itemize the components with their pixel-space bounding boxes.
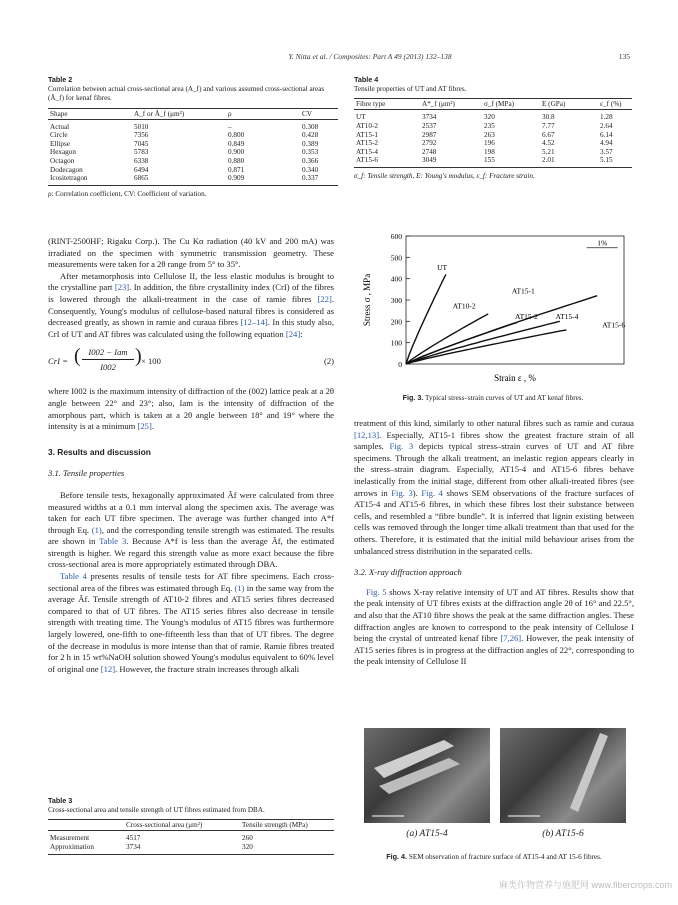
table-cell: Octagon <box>50 156 75 165</box>
table-3-grid <box>48 819 334 851</box>
table-row <box>354 156 632 165</box>
table-4-footnote: σ_f: Tensile strength, E: Young's modulus, ε_f: Fracture strain. <box>354 171 535 180</box>
table-cell: 6.14 <box>600 130 613 139</box>
paragraph: (RINT-2500HF; Rigaku Corp.). The Cu Kα radiation (40 kV and 200 mA) was irradiated on the specimen with symmetric transmission geometry. These measurements were taken for a 2θ range from 5° to 35°. <box>48 236 334 270</box>
table-cell: 0.909 <box>228 174 245 183</box>
equation-2: CrI = ( I002 − Iam I002 ) × 100 (2) <box>48 345 334 373</box>
table-cell: 3.57 <box>600 147 613 156</box>
series-label: AT15-2 <box>515 312 538 322</box>
table-cell: UT <box>356 113 366 122</box>
table-4-label: Table 4 <box>354 75 379 84</box>
table-cell: Circle <box>50 131 68 140</box>
series-line-at10-2 <box>406 314 488 364</box>
table-cell: 3734 <box>422 113 437 122</box>
table-2 <box>48 75 338 199</box>
figure-3-caption: Fig. 3. Typical stress–strain curves of UT and AT kenaf fibres. <box>402 393 584 402</box>
table-4 <box>354 75 632 181</box>
table-row <box>48 140 338 149</box>
table-4-caption: Tensile properties of UT and AT fibres. <box>354 85 467 94</box>
table-cell: 6494 <box>134 165 149 174</box>
table-row <box>48 166 338 175</box>
table-cell: 0.800 <box>228 131 245 140</box>
table-cell: 2748 <box>422 147 437 156</box>
col-header: Tensile strength (MPa) <box>242 821 308 830</box>
table-cell: Measurement <box>50 834 90 843</box>
table-cell: 0.353 <box>302 148 319 157</box>
right-column-text <box>354 418 634 668</box>
table-row <box>48 174 338 183</box>
table-cell: 7045 <box>134 139 149 148</box>
col-header: ρ <box>228 109 232 118</box>
left-column-text <box>48 236 334 675</box>
table-cell: 0.880 <box>228 156 245 165</box>
col-header: Fibre type <box>356 100 386 109</box>
paragraph: After metamorphosis into Cellulose II, the less elastic modulus is brought to the crystalline part [23]. In addition, the fibre crystallinity index (CrI) of the fibres is lowered through the alkali-treatment in the case of ramie fibres [22]. Consequently, Young's modulus of cellulose-based natural fibres is considered as decreased greatly, as shown in ramie and curaua fibres [12–14]. In this study also, CrI of UT and AT fibres was calculated using the following equation [24]: <box>48 270 334 339</box>
table-row <box>48 843 334 852</box>
paragraph: treatment of this kind, similarly to other natural fibres such as ramie and curaua [12,13]. Especially, AT15-1 fibres show the greatest fracture strain of all samples. Fig. 3 depicts typical stress–strain curves of UT and AT fibre specimens. Through the alkali treatment, an inelastic region appears clearly in the stress–strain diagram. Especially, AT15-4 and AT15-6 fibres behave inelastically from the initial stage, different from other alkali-treated fibres (see arrows in Fig. 3). Fig. 4 shows SEM observations of the fracture surfaces of AT15-4 and AT15-6 fibres, in which these fibres lost their substance between cells, and resembled a “fibre bundle”. It is inferred that lignin existing between cells was removed through the longer time alkali treatment than that used for the others. Therefore, it is estimated that the initial mild behaviour arises from the unbalanced stress distribution in the separated cells. <box>354 418 634 556</box>
table-cell: 2792 <box>422 139 437 148</box>
table-cell: 6338 <box>134 156 149 165</box>
table-cell: 0.337 <box>302 174 319 183</box>
table-cell: 0.308 <box>302 122 319 131</box>
scale-bar-label: 1% <box>597 238 608 248</box>
table-cell: 5010 <box>134 122 149 131</box>
series-label: UT <box>437 263 448 273</box>
table-3-label: Table 3 <box>48 796 73 805</box>
table-cell: – <box>228 122 232 131</box>
figure-4-caption: Fig. 4. SEM observation of fracture surface of AT15-4 and AT 15-6 fibres. <box>386 852 602 861</box>
subsection-heading: 3.1. Tensile properties <box>48 468 125 479</box>
table-cell: Actual <box>50 122 70 131</box>
table-cell: 155 <box>484 156 495 165</box>
section-heading: 3. Results and discussion <box>48 446 151 457</box>
table-cell: 3049 <box>422 156 437 165</box>
paragraph: Before tensile tests, hexagonally approximated Ãf were calculated from three measured widths at a 0.1 mm interval along the specimen axis. The average was taken for each UT fibre specimen. The average was further changed into A*f through Eq. (1), and the corresponding tensile strength was estimated. The results are shown in Table 3. Because A*f is less than the average Ãf, the estimated strength is higher. We regard this strength value as more exact because the fibre cross-sectional area is more appropriately estimated through DBA. <box>48 489 334 570</box>
table-cell: 7.77 <box>542 122 555 130</box>
table-cell: 5783 <box>134 148 149 157</box>
table-cell: Dodecagon <box>50 165 83 174</box>
table-cell: 4.52 <box>542 139 555 148</box>
table-cell: 4.94 <box>600 139 613 148</box>
table-row <box>48 131 338 140</box>
table-row <box>354 110 632 122</box>
table-cell: 235 <box>484 122 495 130</box>
table-cell: 5.21 <box>542 147 555 156</box>
table-cell: 260 <box>242 834 253 843</box>
y-tick-label: 300 <box>390 296 402 305</box>
table-cell: 4517 <box>126 834 141 843</box>
journal-citation: Y. Nitta et al. / Composites: Part A 49 (2013) 132–138 <box>288 52 452 61</box>
watermark-text: 麻类作物营养与施肥网 www.fibercrops.com <box>498 880 672 890</box>
col-header: CV <box>302 109 312 118</box>
table-cell: AT15-2 <box>356 139 378 148</box>
series-label: AT15-4 <box>555 311 579 321</box>
subsection-heading: 3.2. X-ray diffraction approach <box>354 567 462 578</box>
paragraph: Table 4 presents results of tensile tests for AT fibre specimens. Each cross-sectional area of the fibres was estimated through Eq. (1) in the same way from the average Ãf. Tensile strength of AT10-2 fibres and AT15 series fibres decreased compared to that of UT fibres. The AT15 series fibres also decrease in tensile strength with treating time. The Young's modulus of AT15 fibres was furthermore largely lowered, one-fifth to one-fifteenth less than that of UT fibres. The degree of the decrease in modulus is more intense than that of ramie. Ramie fibres treated for 2 h in 15 wt%NaOH solution showed Young's modulus equivalent to 60% level of original one [12]. However, the fracture strain increases through alkali <box>48 571 334 674</box>
col-header: ε_f (%) <box>600 100 622 109</box>
table-row <box>48 157 338 166</box>
subfigure-a-label: (a) AT15-4 <box>406 829 448 839</box>
table-cell: 198 <box>484 147 495 156</box>
subfigure-b-label: (b) AT15-6 <box>542 829 584 839</box>
table-cell: AT15-6 <box>356 156 378 165</box>
table-cell: 0.900 <box>228 148 245 157</box>
table-cell: 0.366 <box>302 156 319 165</box>
y-axis-label: Stress σ , MPa <box>362 273 372 327</box>
fibre-bundle-graphic <box>500 728 626 823</box>
table-cell: 263 <box>484 130 495 139</box>
y-tick-label: 100 <box>390 338 402 348</box>
table-row <box>354 148 632 157</box>
table-cell: 196 <box>484 139 495 148</box>
table-cell: 2987 <box>422 130 437 139</box>
table-cell: 320 <box>242 843 253 851</box>
table-cell: 30.8 <box>542 113 555 122</box>
table-4-grid <box>354 98 632 165</box>
table-row <box>354 139 632 148</box>
sem-image-at15-4 <box>364 728 490 823</box>
table-cell: Icositetragon <box>50 174 88 183</box>
col-header: A*_f (μm²) <box>422 100 455 109</box>
figure-3 <box>354 226 632 402</box>
table-row <box>48 119 338 131</box>
table-2-caption: Correlation between actual cross-sectional area (A_f) and various assumed cross-sectional areas (Ã_f) for kenaf fibres. <box>48 85 325 103</box>
table-cell: 2537 <box>422 122 437 130</box>
table-cell: 1.28 <box>600 113 613 122</box>
table-cell: 6.67 <box>542 130 555 139</box>
table-cell: 2.64 <box>600 122 613 130</box>
table-cell: AT15-1 <box>356 130 378 139</box>
table-3-caption: Cross-sectional area and tensile strength of UT fibres estimated from DBA. <box>48 806 265 815</box>
y-tick-label: 0 <box>398 360 402 369</box>
table-cell: AT10-2 <box>356 122 378 130</box>
table-row <box>48 831 334 843</box>
table-cell: 2.01 <box>542 156 555 165</box>
table-3 <box>48 796 334 855</box>
y-tick-label: 400 <box>390 274 402 284</box>
x-axis-label: Strain ε , % <box>494 373 536 383</box>
col-header: A_f or Ã_f (μm²) <box>134 109 185 118</box>
table-cell: 0.340 <box>302 165 319 174</box>
col-header: σ_f (MPa) <box>484 100 515 109</box>
table-row <box>48 148 338 157</box>
table-cell: Hexagon <box>50 148 76 157</box>
table-cell: 0.389 <box>302 139 319 148</box>
stress-strain-chart <box>354 226 632 386</box>
col-header: Shape <box>50 109 68 118</box>
col-header: E (GPa) <box>542 100 566 109</box>
sem-image-at15-6 <box>500 728 626 823</box>
y-tick-label: 200 <box>390 317 402 327</box>
table-2-label: Table 2 <box>48 75 73 84</box>
table-cell: Approximation <box>50 843 94 851</box>
series-label: AT10-2 <box>452 301 476 311</box>
table-cell: 6865 <box>134 174 149 183</box>
series-line-at15-1 <box>406 296 597 364</box>
y-tick-label: 500 <box>390 253 402 263</box>
table-cell: 3734 <box>126 843 141 851</box>
table-cell: Ellipse <box>50 139 70 148</box>
paragraph: where I002 is the maximum intensity of diffraction of the (002) lattice peak at a 2θ angle between 22° and 23°; also, Iam is the intensity of diffraction of the amorphous part, which is taken at a 2θ angle between 18° and 19° where the intensity is at a minimum [25]. <box>48 386 334 432</box>
paragraph: Fig. 5 shows X-ray relative intensity of UT and AT fibres. Results show that the peak intensity of UT fibres exists at the diffraction angle 2θ of 16° and 22.5°, and also that the AT10 fibre shows the peak at the same diffraction angles. These diffraction angles are known to correspond to the peak intensity of Cellulose I being the crystal of untreated kenaf fibre [7,26]. However, the peak intensity of AT15 series fibres is in progress at the diffraction angles of 22°, corresponding to the peak intensity of Cellulose II <box>354 586 635 667</box>
col-header: Cross-sectional area (μm²) <box>126 821 203 830</box>
table-cell: AT15-4 <box>356 147 378 156</box>
page-number: 135 <box>618 52 630 61</box>
table-cell: 320 <box>484 113 495 122</box>
table-cell: 0.871 <box>228 165 245 174</box>
table-2-grid <box>48 108 338 183</box>
table-row <box>354 122 632 131</box>
series-label: AT15-6 <box>602 320 626 330</box>
table-cell: 0.428 <box>302 131 319 140</box>
y-tick-label: 600 <box>390 232 402 241</box>
col-header <box>48 820 124 831</box>
table-row <box>354 131 632 140</box>
table-2-footnote: ρ: Correlation coefficient, CV: Coefficient of variation. <box>48 189 207 198</box>
plot-frame <box>406 236 624 364</box>
fibre-bundle-graphic <box>364 728 490 823</box>
table-cell: 7356 <box>134 131 149 140</box>
table-cell: 0.849 <box>228 139 245 148</box>
table-cell: 5.15 <box>600 156 613 165</box>
series-label: AT15-1 <box>511 286 535 296</box>
